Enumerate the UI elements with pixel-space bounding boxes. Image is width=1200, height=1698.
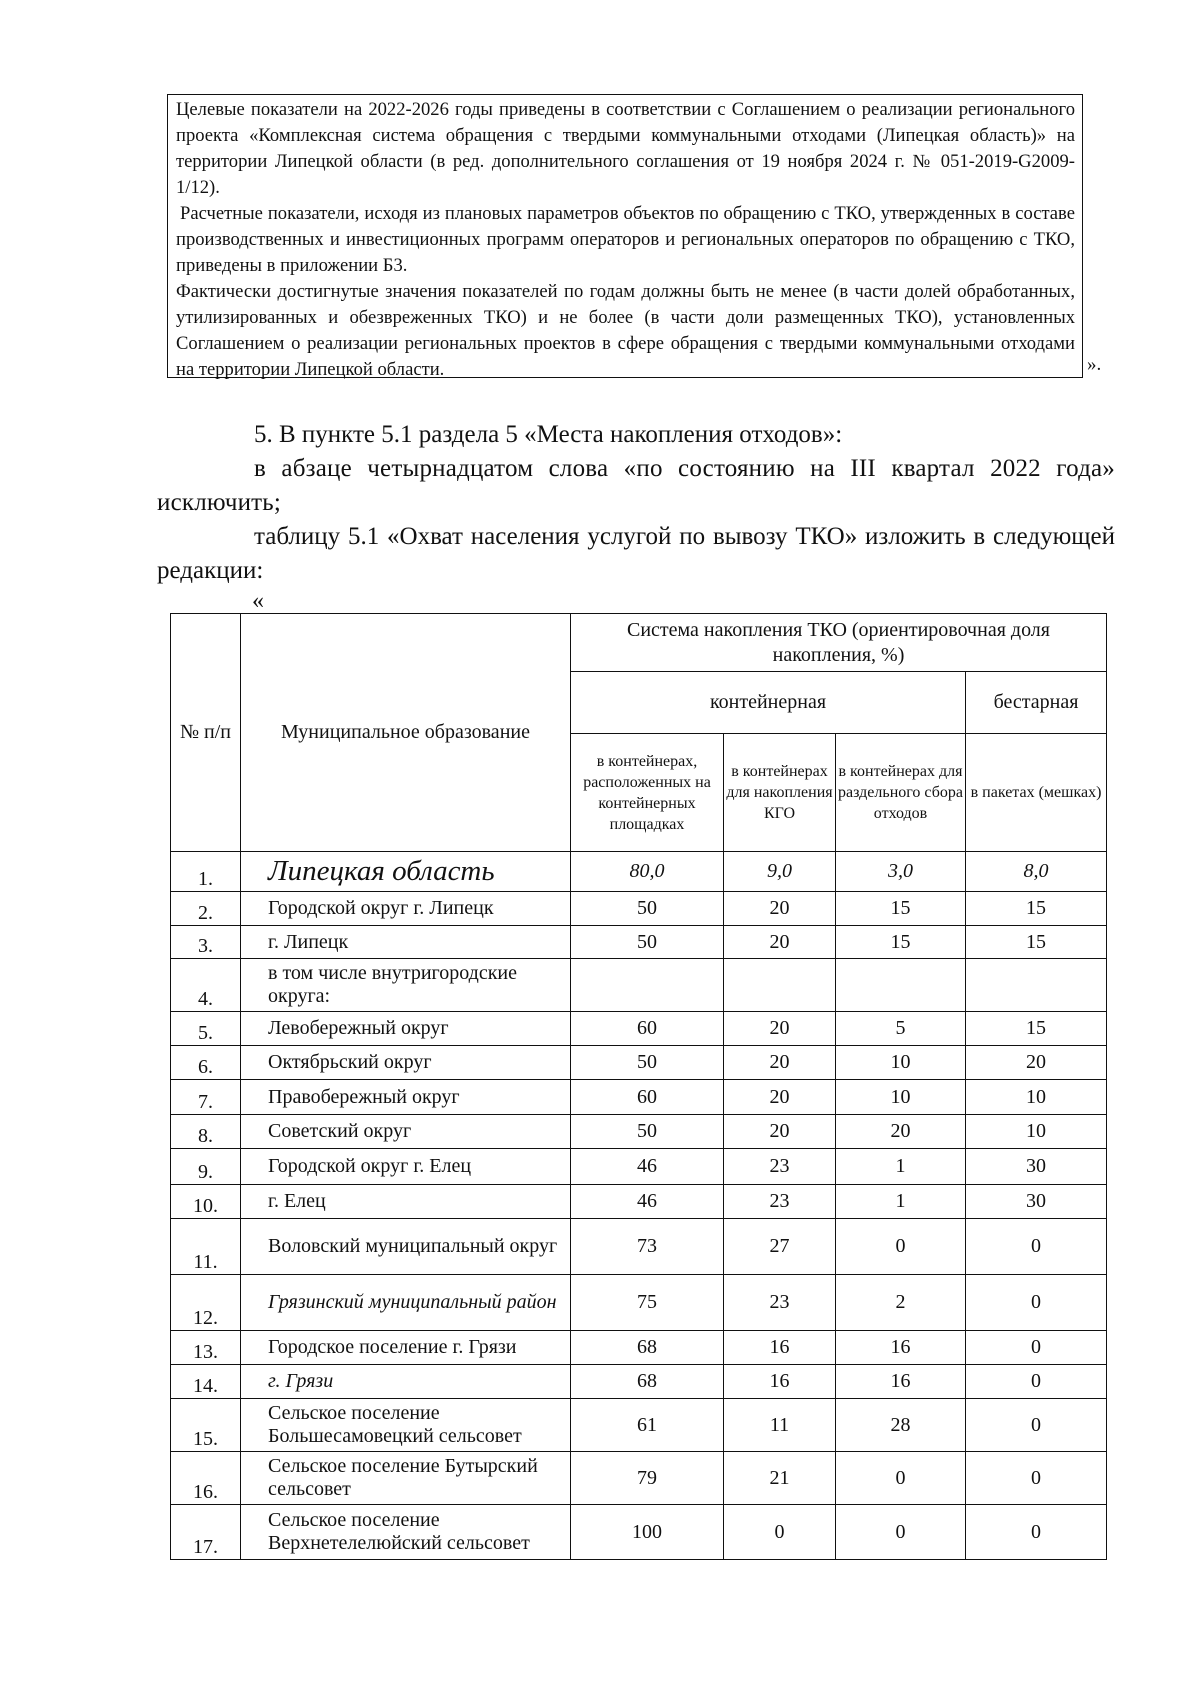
value-kgo: 20 (724, 1046, 836, 1080)
value-separate: 5 (836, 1012, 966, 1046)
value-platforms: 46 (571, 1149, 724, 1185)
row-name: Городской округ г. Елец (241, 1149, 571, 1185)
table-row (171, 852, 1107, 892)
value-bags: 8,0 (966, 852, 1107, 892)
value-kgo: 20 (724, 926, 836, 959)
table-row (171, 1505, 1107, 1560)
row-name: г. Грязи (241, 1365, 571, 1399)
table-row (171, 1331, 1107, 1365)
table-row (171, 1080, 1107, 1115)
coverage-table (170, 613, 1107, 1560)
header-container: контейнерная (571, 672, 966, 734)
value-separate: 16 (836, 1331, 966, 1365)
value-separate: 10 (836, 1080, 966, 1115)
header-bagless: бестарная (966, 672, 1107, 734)
value-platforms: 61 (571, 1399, 724, 1452)
header-number: № п/п (171, 614, 241, 852)
value-separate: 0 (836, 1219, 966, 1275)
value-kgo: 20 (724, 1012, 836, 1046)
header-col-separate: в контейнерах для раздельного сбора отходов (836, 734, 966, 852)
header-system: Система накопления ТКО (ориентировочная доля накопления, %) (571, 614, 1107, 672)
value-separate: 28 (836, 1399, 966, 1452)
row-number: 6. (171, 1046, 241, 1080)
value-kgo: 11 (724, 1399, 836, 1452)
value-kgo: 21 (724, 1452, 836, 1505)
value-platforms: 80,0 (571, 852, 724, 892)
value-bags: 30 (966, 1185, 1107, 1219)
value-bags: 0 (966, 1505, 1107, 1560)
value-kgo: 16 (724, 1365, 836, 1399)
value-bags: 15 (966, 926, 1107, 959)
value-bags: 0 (966, 1275, 1107, 1331)
value-bags (966, 959, 1107, 1012)
value-kgo: 20 (724, 1115, 836, 1149)
value-kgo: 16 (724, 1331, 836, 1365)
value-platforms: 60 (571, 1012, 724, 1046)
value-separate: 15 (836, 892, 966, 926)
header-col-kgo: в контейнерах для накопления КГО (724, 734, 836, 852)
table-row (171, 1115, 1107, 1149)
value-platforms: 68 (571, 1365, 724, 1399)
row-name: г. Липецк (241, 926, 571, 959)
value-bags: 0 (966, 1365, 1107, 1399)
value-separate: 10 (836, 1046, 966, 1080)
value-platforms: 73 (571, 1219, 724, 1275)
value-bags: 30 (966, 1149, 1107, 1185)
value-bags: 0 (966, 1399, 1107, 1452)
item-5-heading: 5. В пункте 5.1 раздела 5 «Места накопления отходов»: (254, 421, 843, 448)
row-number: 12. (171, 1275, 241, 1331)
row-number: 5. (171, 1012, 241, 1046)
row-number: 11. (171, 1219, 241, 1275)
value-kgo: 20 (724, 1080, 836, 1115)
table-row (171, 1149, 1107, 1185)
table-row (171, 892, 1107, 926)
value-bags: 0 (966, 1331, 1107, 1365)
opening-quote: « (252, 588, 264, 614)
value-bags: 0 (966, 1219, 1107, 1275)
row-name: в том числе внутригородские округа: (241, 959, 571, 1012)
row-number: 1. (171, 852, 241, 892)
row-number: 16. (171, 1452, 241, 1505)
value-separate: 0 (836, 1452, 966, 1505)
header-col-bags: в пакетах (мешках) (966, 734, 1107, 852)
row-name: Сельское поселение Большесамовецкий сельсовет (241, 1399, 571, 1452)
value-platforms (571, 959, 724, 1012)
table-row (171, 1219, 1107, 1275)
value-separate: 3,0 (836, 852, 966, 892)
value-platforms: 50 (571, 892, 724, 926)
value-bags: 15 (966, 892, 1107, 926)
value-kgo (724, 959, 836, 1012)
row-name: г. Елец (241, 1185, 571, 1219)
value-bags: 10 (966, 1115, 1107, 1149)
row-name: Сельское поселение Верхнетелелюйский сельсовет (241, 1505, 571, 1560)
value-separate: 1 (836, 1149, 966, 1185)
table-row (171, 1365, 1107, 1399)
value-separate: 20 (836, 1115, 966, 1149)
value-bags: 0 (966, 1452, 1107, 1505)
table-row (171, 1012, 1107, 1046)
value-platforms: 50 (571, 1046, 724, 1080)
row-number: 13. (171, 1331, 241, 1365)
row-name: Правобережный округ (241, 1080, 571, 1115)
row-name: Левобережный округ (241, 1012, 571, 1046)
value-kgo: 9,0 (724, 852, 836, 892)
note-paragraph-2: Расчетные показатели, исходя из плановых параметров объектов по обращению с ТКО, утвержденных в составе производственных и инвестиционных программ операторов и региональных операторов по обращению с ТКО, приведены в приложении Б3. (176, 203, 1075, 276)
value-kgo: 27 (724, 1219, 836, 1275)
value-bags: 20 (966, 1046, 1107, 1080)
row-number: 3. (171, 926, 241, 959)
value-platforms: 68 (571, 1331, 724, 1365)
value-platforms: 50 (571, 1115, 724, 1149)
value-kgo: 23 (724, 1185, 836, 1219)
header-col-platforms: в контейнерах, расположенных на контейнерных площадках (571, 734, 724, 852)
paragraph-abzats: в абзаце четырнадцатом слова «по состоянию на III квартал 2022 года» исключить; (157, 455, 1115, 516)
table-row (171, 1185, 1107, 1219)
value-separate: 1 (836, 1185, 966, 1219)
value-separate: 15 (836, 926, 966, 959)
row-number: 15. (171, 1399, 241, 1452)
value-separate (836, 959, 966, 1012)
value-platforms: 50 (571, 926, 724, 959)
row-number: 7. (171, 1080, 241, 1115)
paragraph-table-edit: таблицу 5.1 «Охват населения услугой по вывозу ТКО» изложить в следующей редакции: (157, 523, 1115, 584)
row-number: 8. (171, 1115, 241, 1149)
row-name: Липецкая область (241, 852, 571, 892)
value-separate: 16 (836, 1365, 966, 1399)
row-number: 9. (171, 1149, 241, 1185)
value-kgo: 0 (724, 1505, 836, 1560)
value-platforms: 60 (571, 1080, 724, 1115)
table-row (171, 1046, 1107, 1080)
value-bags: 10 (966, 1080, 1107, 1115)
value-platforms: 46 (571, 1185, 724, 1219)
row-number: 14. (171, 1365, 241, 1399)
row-number: 10. (171, 1185, 241, 1219)
value-platforms: 79 (571, 1452, 724, 1505)
row-name: Советский округ (241, 1115, 571, 1149)
value-platforms: 75 (571, 1275, 724, 1331)
row-name: Городское поселение г. Грязи (241, 1331, 571, 1365)
row-name: Сельское поселение Бутырский сельсовет (241, 1452, 571, 1505)
table-row (171, 1275, 1107, 1331)
table-row (171, 926, 1107, 959)
value-kgo: 23 (724, 1149, 836, 1185)
row-number: 17. (171, 1505, 241, 1560)
row-number: 4. (171, 959, 241, 1012)
value-kgo: 23 (724, 1275, 836, 1331)
row-name: Грязинский муниципальный район (241, 1275, 571, 1331)
value-separate: 0 (836, 1505, 966, 1560)
header-municipality: Муниципальное образование (241, 614, 571, 852)
closing-quote: ». (1087, 354, 1102, 375)
row-name: Городской округ г. Липецк (241, 892, 571, 926)
value-bags: 15 (966, 1012, 1107, 1046)
note-paragraph-1: Целевые показатели на 2022-2026 годы приведены в соответствии с Соглашением о реализации регионального проекта «Комплексная система обращения с твердыми коммунальными отходами (Липецкая область)» на территории Липецкой области (в ред. дополнительного соглашения от 19 ноября 2024 г. № 051-2019-G2009-1/12). (176, 99, 1075, 198)
row-name: Октябрьский округ (241, 1046, 571, 1080)
note-box (167, 94, 1083, 378)
value-platforms: 100 (571, 1505, 724, 1560)
table-row (171, 1452, 1107, 1505)
value-kgo: 20 (724, 892, 836, 926)
table-row (171, 1399, 1107, 1452)
row-name: Воловский муниципальный округ (241, 1219, 571, 1275)
table-row (171, 959, 1107, 1012)
row-number: 2. (171, 892, 241, 926)
value-separate: 2 (836, 1275, 966, 1331)
note-paragraph-3: Фактически достигнутые значения показателей по годам должны быть не менее (в части долей обработанных, утилизированных и обезвреженных ТКО) и не более (в части доли размещенных ТКО), установленных Соглашением о реализации региональных проектов в сфере обращения с твердыми коммунальными отходами на территории Липецкой области. (176, 281, 1075, 380)
